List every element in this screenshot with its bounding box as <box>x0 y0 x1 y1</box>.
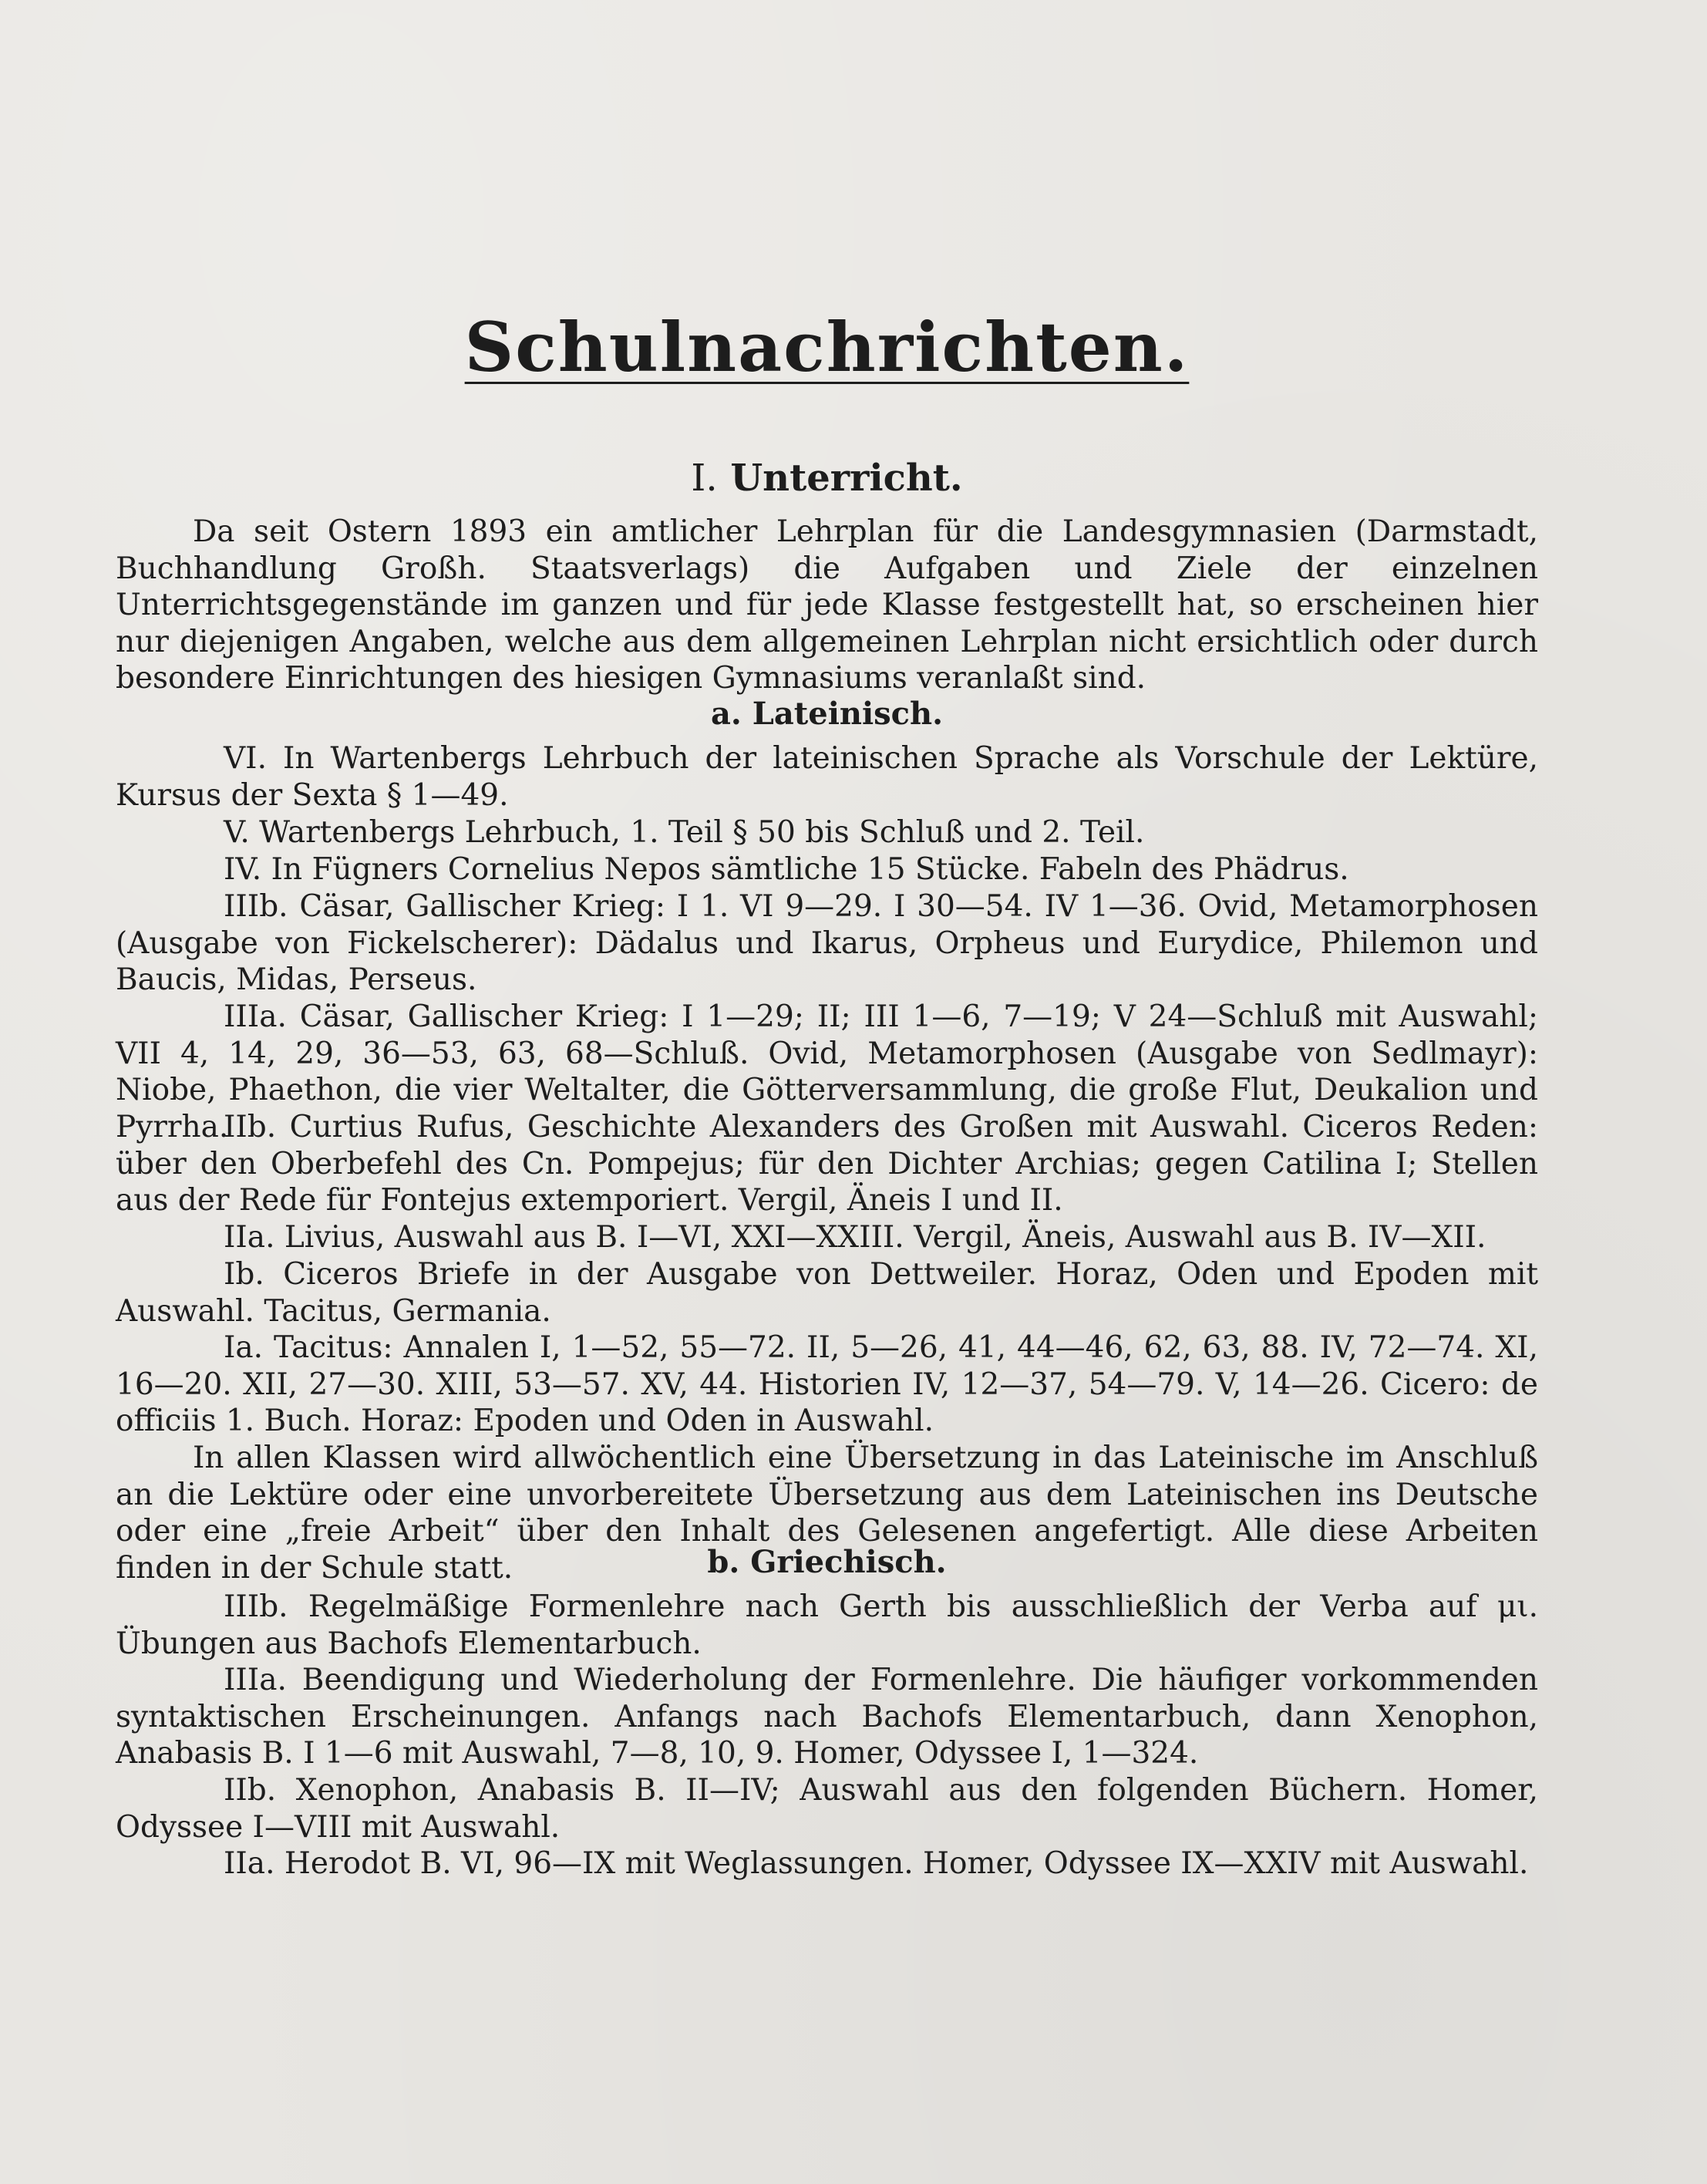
latin-heading: a. Lateinisch. <box>710 696 944 732</box>
entry-text: Regelmäßige Formenlehre nach Gerth bis ausschließlich der Verba auf μι. Übungen aus Bachofs Elementarbuch. <box>116 1589 1538 1661</box>
class-label: V. <box>224 815 250 850</box>
entry-text: In Wartenbergs Lehrbuch der lateinischen Sprache als Vorschule der Lektüre, Kursus der Sexta § 1—49. <box>116 741 1538 813</box>
class-label: IIa. <box>224 1220 275 1255</box>
class-label: VI. <box>224 741 267 776</box>
class-label: Ia. <box>224 1330 264 1365</box>
entry-text: Cäsar, Gallischer Krieg: I 1. VI 9—29. I 30—54. IV 1—36. Ovid, Metamorphosen (Ausgabe von Fickelscherer): Dädalus und Ikarus, Orpheus und Eurydice, Philemon und Baucis, Midas, Perseus. <box>116 889 1538 997</box>
greek-entry-iib <box>116 1772 1538 1845</box>
entry-text: Curtius Rufus, Geschichte Alexanders des Großen mit Auswahl. Ciceros Reden: über den Oberbefehl des Cn. Pompejus; für den Dichter Archias; gegen Catilina I; Stellen aus der Rede für Fontejus extemporiert. Vergil, Äneis I und II. <box>116 1110 1539 1218</box>
class-label: IIIb. <box>224 1589 288 1624</box>
latin-entry-ia <box>116 1330 1538 1440</box>
class-label: IIa. <box>224 1846 275 1881</box>
entry-text: Ciceros Briefe in der Ausgabe von Dettweiler. Horaz, Oden und Epoden mit Auswahl. Tacitus, Germania. <box>116 1257 1538 1329</box>
latin-closing: In allen Klassen wird allwöchentlich eine Übersetzung in das Lateinische im Anschluß an die Lektüre oder eine unvorbereitete Übersetzung aus dem Lateinischen ins Deutsche oder eine „freie Arbeit“ über den Inhalt des Gelesenen angefertigt. Alle diese Arbeiten finden in der Schule statt. <box>116 1441 1538 1586</box>
entry-text: Herodot B. VI, 96—IX mit Weglassungen. Homer, Odyssee IX—XXIV mit Auswahl. <box>284 1846 1529 1881</box>
class-label: IIb. <box>224 1773 277 1808</box>
entry-text: Cäsar, Gallischer Krieg: I 1—29; II; III 1—6, 7—19; V 24—Schluß mit Auswahl; VII 4, 14, 29, 36—53, 63, 68—Schluß. Ovid, Metamorphosen (Ausgabe von Sedlmayr): Niobe, Phaethon, die vier Weltalter, die Götterversammlung, die große Flut, Deukalion und Pyrrha. <box>116 999 1538 1144</box>
latin-entry-iib <box>116 1109 1538 1219</box>
entry-text: In Fügners Cornelius Nepos sämtliche 15 Stücke. Fabeln des Phädrus. <box>271 852 1349 887</box>
class-label: IV. <box>224 852 262 887</box>
section-heading <box>116 455 1538 501</box>
latin-entry-iia <box>116 1219 1538 1256</box>
greek-entry-iiia <box>116 1662 1538 1772</box>
latin-entry-iiib <box>116 888 1538 999</box>
class-label: IIIb. <box>224 889 288 924</box>
page-title: Schulnachrichten. <box>464 307 1190 387</box>
latin-entry-v <box>116 814 1538 851</box>
greek-entry-iia <box>116 1845 1538 1882</box>
section-number: I. <box>691 457 718 500</box>
intro-paragraph: Da seit Ostern 1893 ein amtlicher Lehrplan für die Landesgymnasien (Darmstadt, Buchhandlung Großh. Staatsverlags) die Aufgaben und Ziele der einzelnen Unterrichtsgegenstände im ganzen und für jede Klasse festgestellt hat, so erscheinen hier nur diejenigen Angaben, welche aus dem allgemeinen Lehrplan nicht ersichtlich oder durch besondere Einrichtungen des hiesigen Gymnasiums veranlaßt sind. <box>116 514 1538 696</box>
greek-heading: b. Griechisch. <box>707 1544 947 1580</box>
latin-entry-ib <box>116 1256 1538 1330</box>
latin-entry-vi <box>116 740 1538 814</box>
class-label: Ib. <box>224 1257 264 1292</box>
class-label: IIIa. <box>224 999 287 1034</box>
latin-entry-iv <box>116 851 1538 888</box>
entry-text: Tacitus: Annalen I, 1—52, 55—72. II, 5—26, 41, 44—46, 62, 63, 88. IV, 72—74. XI, 16—20. XII, 27—30. XIII, 53—57. XV, 44. Historien IV, 12—37, 54—79. V, 14—26. Cicero: de officiis 1. Buch. Horaz: Epoden und Oden in Auswahl. <box>116 1330 1538 1438</box>
greek-entry-iiib <box>116 1589 1538 1662</box>
entry-text: Beendigung und Wiederholung der Formenlehre. Die häufiger vorkommenden syntaktischen Erscheinungen. Anfangs nach Bachofs Elementarbuch, dann Xenophon, Anabasis B. I 1—6 mit Auswahl, 7—8, 10, 9. Homer, Odyssee I, 1—324. <box>116 1663 1538 1771</box>
class-label: IIb. <box>224 1110 277 1144</box>
class-label: IIIa. <box>224 1663 287 1697</box>
entry-text: Livius, Auswahl aus B. I—VI, XXI—XXIII. Vergil, Äneis, Auswahl aus B. IV—XII. <box>284 1220 1486 1255</box>
entry-text: Xenophon, Anabasis B. II—IV; Auswahl aus den folgenden Büchern. Homer, Odyssee I—VIII mit Auswahl. <box>116 1773 1538 1845</box>
section-title: Unterricht. <box>730 457 963 500</box>
entry-text: Wartenbergs Lehrbuch, 1. Teil § 50 bis Schluß und 2. Teil. <box>259 815 1145 850</box>
